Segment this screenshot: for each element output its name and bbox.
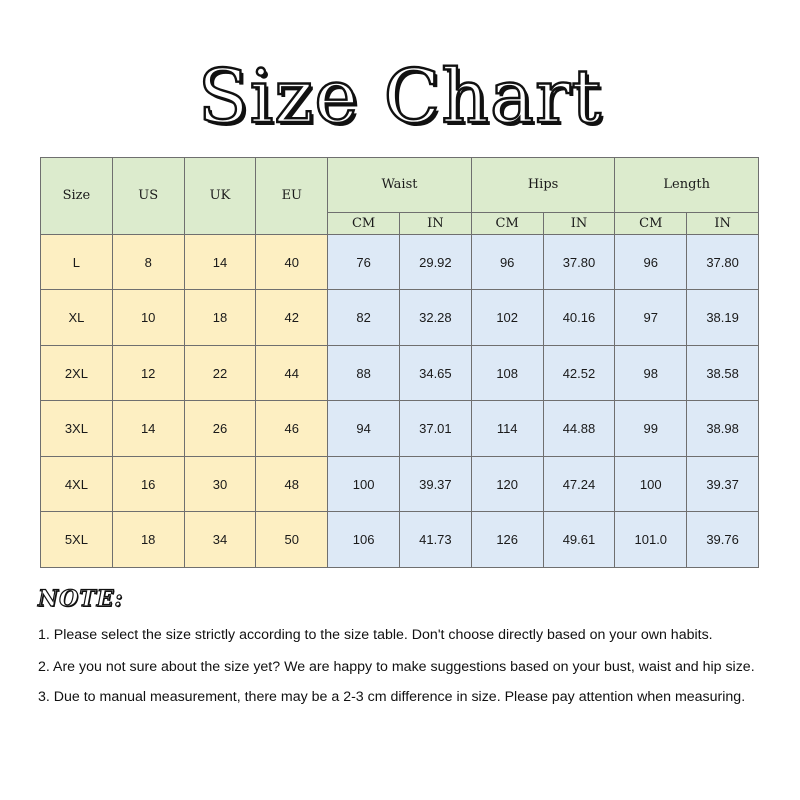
cell-eu: 40 — [256, 234, 328, 290]
note-line: 1. Please select the size strictly according to the size table. Don't choose directly based on your own habits. — [38, 627, 713, 643]
cell-length-cm: 97 — [615, 290, 687, 346]
cell-us: 12 — [112, 345, 184, 401]
cell-waist-cm: 100 — [328, 456, 400, 512]
cell-length-in: 38.19 — [687, 290, 759, 346]
cell-waist-in: 29.92 — [399, 234, 471, 290]
cell-eu: 50 — [256, 512, 328, 568]
cell-waist-cm: 88 — [328, 345, 400, 401]
cell-size: 5XL — [41, 512, 113, 568]
cell-size: 2XL — [41, 345, 113, 401]
cell-hips-cm: 120 — [471, 456, 543, 512]
page-title: Size Chart — [197, 54, 603, 140]
subheader-waist-in: IN — [399, 212, 471, 234]
table-row — [41, 345, 759, 401]
cell-uk: 18 — [184, 290, 256, 346]
cell-length-cm: 98 — [615, 345, 687, 401]
header-uk: UK — [184, 158, 256, 235]
cell-length-in: 39.76 — [687, 512, 759, 568]
note-line: 3. Due to manual measurement, there may be a 2-3 cm difference in size. Please pay attention when measuring. — [38, 689, 746, 705]
cell-waist-in: 37.01 — [399, 401, 471, 457]
cell-hips-in: 44.88 — [543, 401, 615, 457]
cell-waist-in: 32.28 — [399, 290, 471, 346]
subheader-waist-cm: CM — [328, 212, 400, 234]
cell-size: L — [41, 234, 113, 290]
note-line: 2. Are you not sure about the size yet? We are happy to make suggestions based on your bust, waist and hip size. — [38, 659, 755, 675]
cell-hips-in: 40.16 — [543, 290, 615, 346]
cell-hips-cm: 96 — [471, 234, 543, 290]
cell-uk: 34 — [184, 512, 256, 568]
table-header-row — [41, 158, 759, 213]
table-row — [41, 234, 759, 290]
cell-us: 16 — [112, 456, 184, 512]
cell-waist-cm: 76 — [328, 234, 400, 290]
subheader-length-in: IN — [687, 212, 759, 234]
header-eu: EU — [256, 158, 328, 235]
cell-eu: 48 — [256, 456, 328, 512]
table-row — [41, 456, 759, 512]
header-size: Size — [41, 158, 113, 235]
cell-hips-in: 42.52 — [543, 345, 615, 401]
cell-uk: 30 — [184, 456, 256, 512]
cell-size: 4XL — [41, 456, 113, 512]
cell-length-in: 38.98 — [687, 401, 759, 457]
cell-eu: 46 — [256, 401, 328, 457]
header-length: Length — [615, 158, 759, 213]
header-us: US — [112, 158, 184, 235]
cell-waist-in: 34.65 — [399, 345, 471, 401]
cell-waist-cm: 94 — [328, 401, 400, 457]
cell-hips-in: 37.80 — [543, 234, 615, 290]
size-table — [40, 157, 759, 568]
cell-hips-cm: 102 — [471, 290, 543, 346]
cell-uk: 22 — [184, 345, 256, 401]
header-hips: Hips — [471, 158, 615, 213]
cell-hips-cm: 108 — [471, 345, 543, 401]
cell-length-in: 38.58 — [687, 345, 759, 401]
cell-us: 14 — [112, 401, 184, 457]
cell-length-in: 39.37 — [687, 456, 759, 512]
cell-eu: 44 — [256, 345, 328, 401]
cell-length-cm: 96 — [615, 234, 687, 290]
cell-length-cm: 101.0 — [615, 512, 687, 568]
table-row — [41, 401, 759, 457]
cell-waist-cm: 106 — [328, 512, 400, 568]
header-waist: Waist — [328, 158, 472, 213]
cell-us: 18 — [112, 512, 184, 568]
cell-length-cm: 99 — [615, 401, 687, 457]
cell-waist-in: 39.37 — [399, 456, 471, 512]
table-row — [41, 512, 759, 568]
cell-waist-in: 41.73 — [399, 512, 471, 568]
subheader-hips-in: IN — [543, 212, 615, 234]
cell-uk: 14 — [184, 234, 256, 290]
cell-length-cm: 100 — [615, 456, 687, 512]
note-heading: NOTE: — [38, 586, 124, 612]
cell-waist-cm: 82 — [328, 290, 400, 346]
subheader-hips-cm: CM — [471, 212, 543, 234]
cell-hips-in: 47.24 — [543, 456, 615, 512]
cell-uk: 26 — [184, 401, 256, 457]
cell-hips-in: 49.61 — [543, 512, 615, 568]
cell-eu: 42 — [256, 290, 328, 346]
cell-us: 10 — [112, 290, 184, 346]
table-row — [41, 290, 759, 346]
cell-hips-cm: 114 — [471, 401, 543, 457]
cell-hips-cm: 126 — [471, 512, 543, 568]
cell-size: 3XL — [41, 401, 113, 457]
subheader-length-cm: CM — [615, 212, 687, 234]
cell-size: XL — [41, 290, 113, 346]
cell-length-in: 37.80 — [687, 234, 759, 290]
cell-us: 8 — [112, 234, 184, 290]
